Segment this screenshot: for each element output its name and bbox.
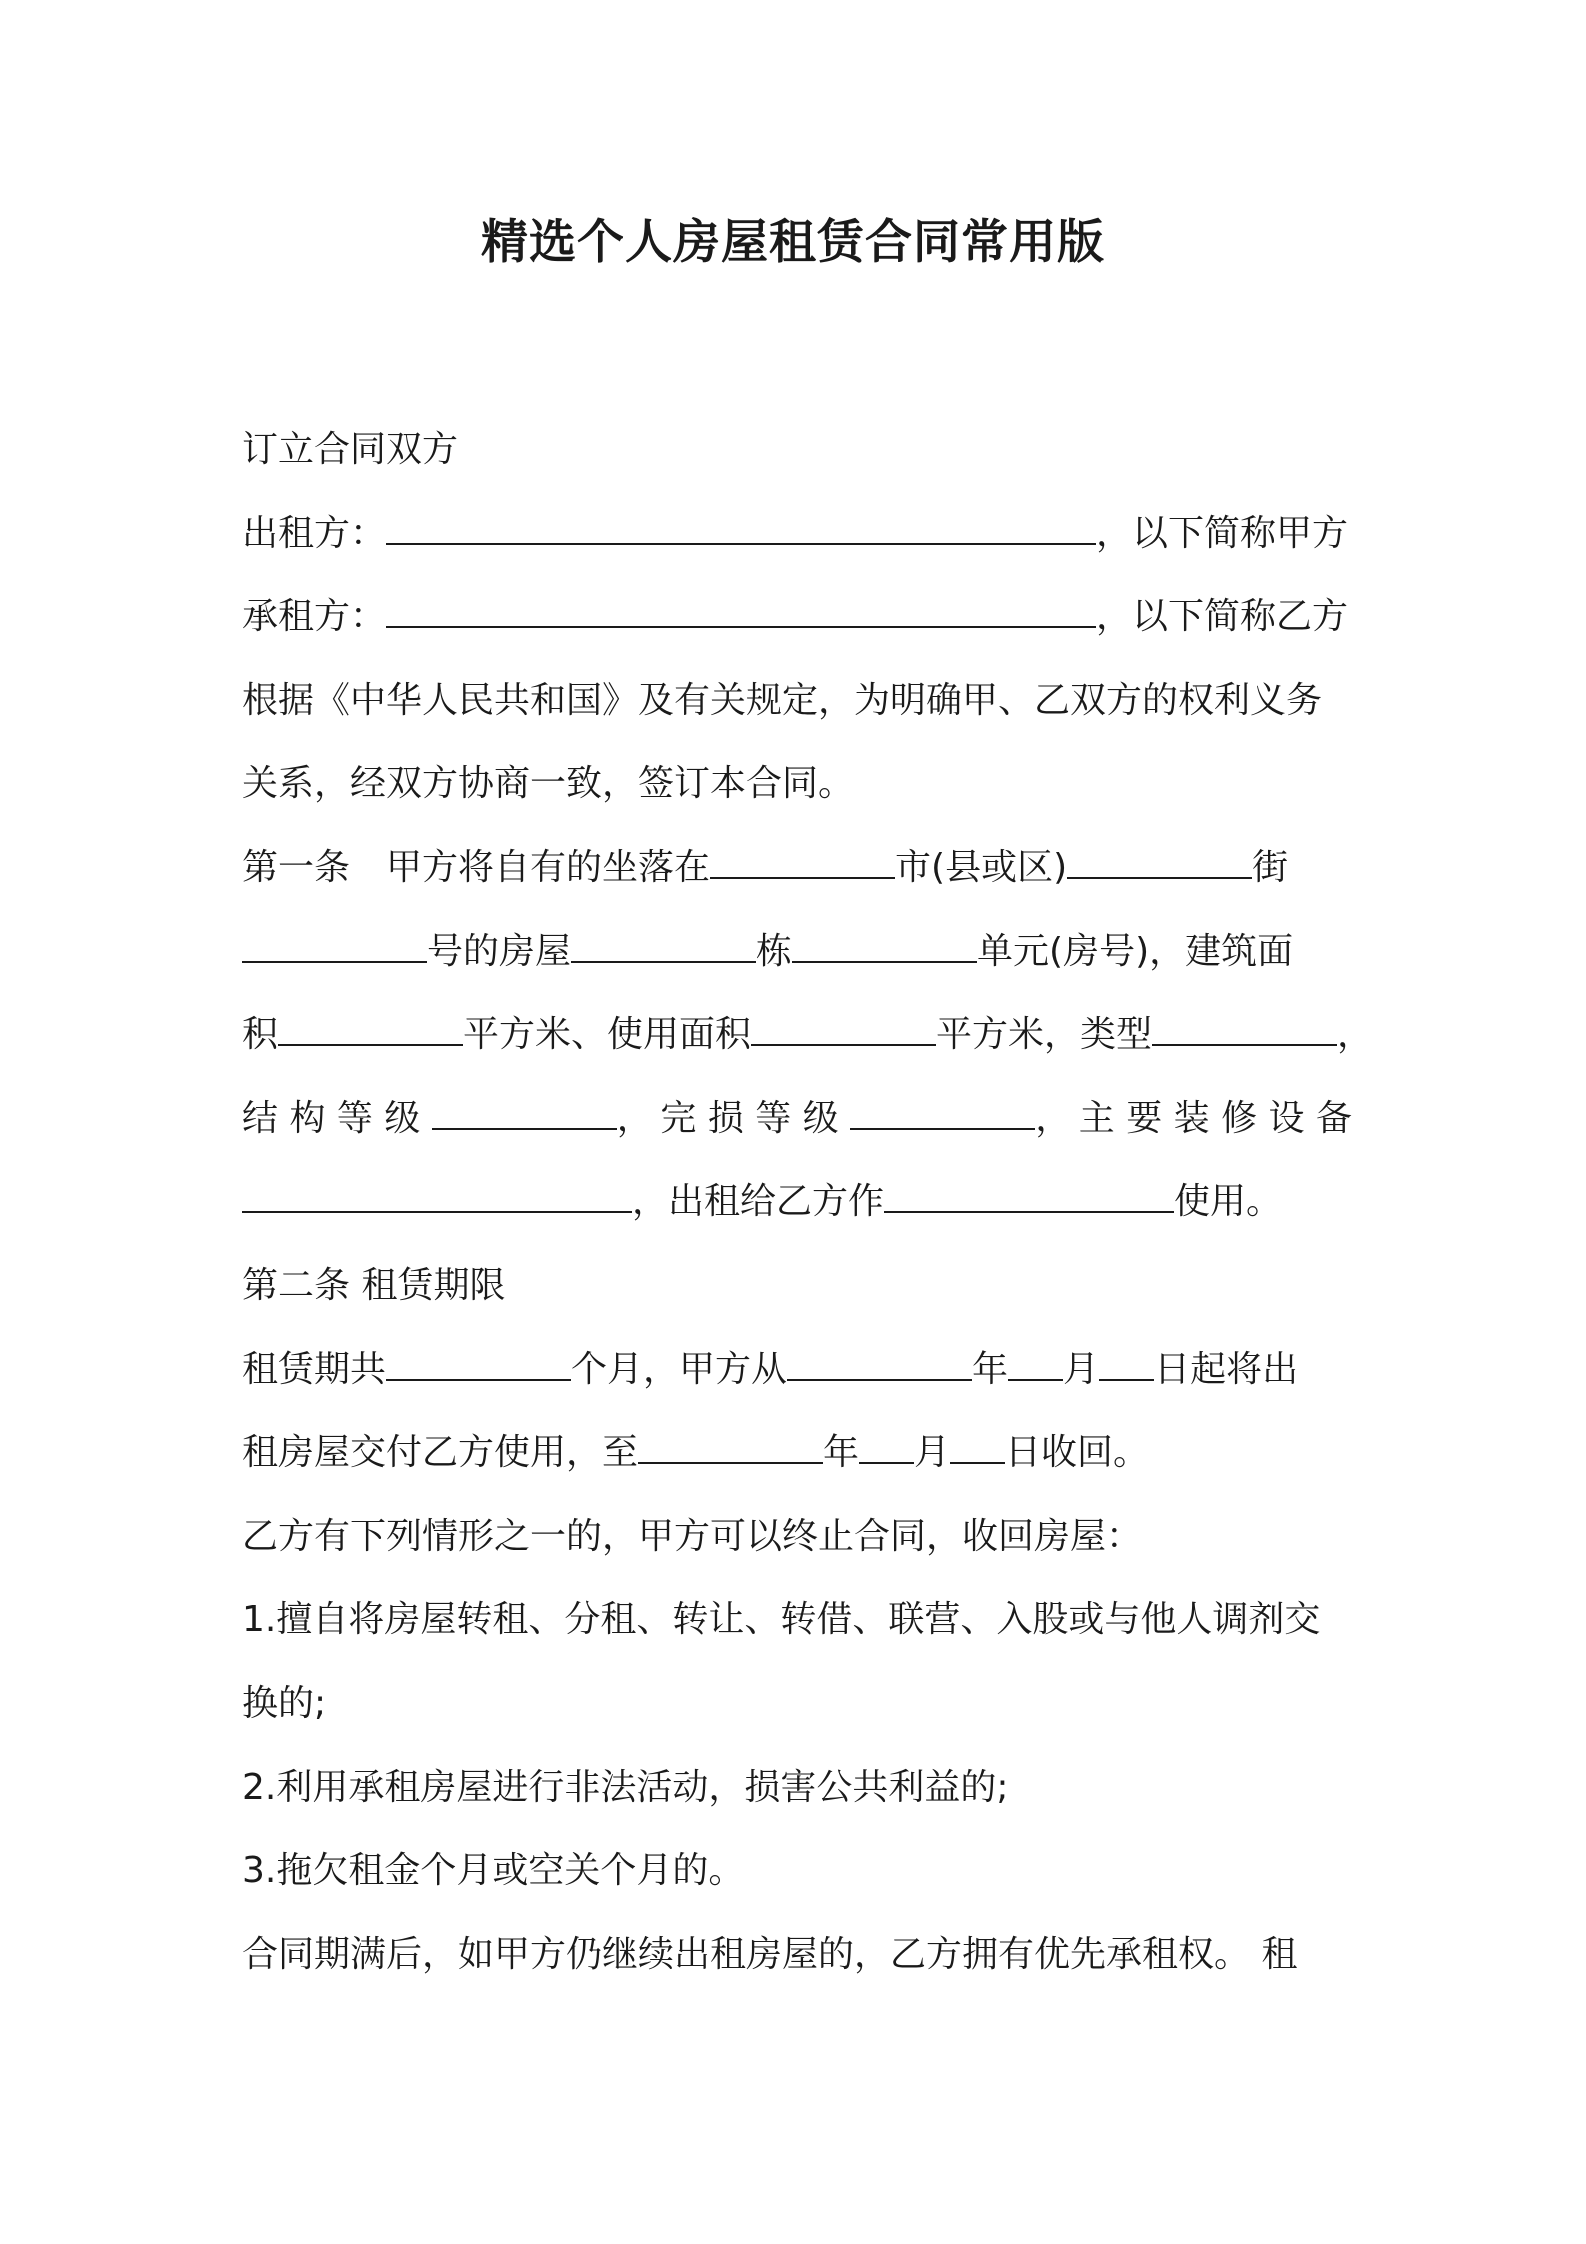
street-number-blank[interactable] [242, 926, 427, 962]
article1-text: 积 [242, 1014, 279, 1056]
article1-text: 结 构 等 级 ， [242, 1077, 653, 1161]
article1-line-1 [242, 826, 1352, 910]
article1-text: 街 [1252, 846, 1289, 888]
lessee-suffix: ，以下简称乙方 [1096, 596, 1349, 638]
start-day-blank[interactable] [1099, 1344, 1154, 1380]
article1-line-3 [242, 993, 1374, 1077]
article1-text: ，出租给乙方作 [632, 1181, 885, 1223]
building-blank[interactable] [571, 926, 756, 962]
lessor-name-blank[interactable] [386, 508, 1096, 544]
article2-heading: 第二条 租赁期限 [242, 1264, 506, 1306]
article2-text: 租房屋交付乙方使用，至 [242, 1432, 639, 1474]
termination-intro: 乙方有下列情形之一的，甲方可以终止合同，收回房屋： [242, 1515, 1143, 1557]
article2-line-2 [242, 1411, 1352, 1495]
article1-text: 市(县或区) [895, 846, 1068, 888]
floor-area-blank[interactable] [278, 1010, 463, 1046]
lessee-name-blank[interactable] [386, 592, 1096, 628]
start-month-blank[interactable] [1008, 1344, 1063, 1380]
district-blank[interactable] [1067, 843, 1252, 879]
type-blank[interactable] [1152, 1010, 1337, 1046]
unit-blank[interactable] [792, 926, 977, 962]
lessee-label: 承租方： [242, 596, 387, 638]
city-blank[interactable] [710, 843, 895, 879]
lessee-line [242, 575, 1352, 659]
end-month-blank[interactable] [859, 1428, 914, 1464]
article1-text: 甲方将自有的坐落在 [386, 846, 711, 888]
article1-text: 使用。 [1174, 1181, 1283, 1223]
article1-text: 号的房屋 [427, 930, 572, 972]
preamble-line-1: 根据《中华人民共和国》及有关规定，为明确甲、乙双方的权利义务 [242, 679, 1323, 721]
lessor-suffix: ，以下简称甲方 [1096, 512, 1349, 554]
renewal-clause: 合同期满后，如甲方仍继续出租房屋的，乙方拥有优先承租权。 租 [242, 1933, 1298, 1975]
preamble-line-2: 关系，经双方协商一致，签订本合同。 [242, 763, 855, 805]
termination-item-3: 3.拖欠租金个月或空关个月的。 [242, 1850, 745, 1892]
lessor-label: 出租方： [242, 512, 387, 554]
equipment-blank[interactable] [242, 1177, 632, 1213]
structure-grade-blank[interactable] [432, 1094, 617, 1130]
article1-text: ， [1337, 1014, 1374, 1056]
article2-text: 日收回。 [1005, 1432, 1150, 1474]
article1-line-5 [242, 1160, 1352, 1244]
termination-item-1a: 1.擅自将房屋转租、分租、转让、转借、联营、入股或与他人调剂交 [242, 1599, 1321, 1641]
article2-text: 租赁期共 [242, 1348, 387, 1390]
parties-heading: 订立合同双方 [242, 429, 459, 470]
lease-months-blank[interactable] [386, 1344, 571, 1380]
article1-line-2 [242, 910, 1352, 994]
article1-heading: 第一条 [242, 846, 351, 888]
article1-text: 单元(房号)，建筑面 [977, 930, 1294, 972]
usage-purpose-blank[interactable] [884, 1177, 1174, 1213]
article2-text: 个月，甲方从 [571, 1348, 788, 1390]
end-year-blank[interactable] [638, 1428, 823, 1464]
article1-text: 完 损 等 级 ， [660, 1077, 1071, 1161]
usable-area-blank[interactable] [751, 1010, 936, 1046]
condition-grade-blank[interactable] [850, 1094, 1035, 1130]
article2-text: 年 [972, 1348, 1009, 1390]
article1-text: 栋 [756, 930, 793, 972]
lessor-line [242, 492, 1352, 576]
article1-text: 主 要 装 修 设 备 [1078, 1097, 1352, 1139]
article1-text: 平方米，类型 [936, 1014, 1153, 1056]
article2-text: 年 [823, 1432, 860, 1474]
termination-item-2: 2.利用承租房屋进行非法活动，损害公共利益的; [242, 1766, 1009, 1808]
document-title: 精选个人房屋租赁合同常用版 [481, 215, 1105, 270]
contract-body [242, 408, 1374, 1996]
article2-line-1 [242, 1328, 1352, 1412]
article2-text: 日起将出 [1154, 1348, 1299, 1390]
article2-text: 月 [914, 1432, 951, 1474]
end-day-blank[interactable] [950, 1428, 1005, 1464]
article1-text: 平方米、使用面积 [463, 1014, 752, 1056]
article1-line-4 [242, 1077, 1352, 1161]
article2-text: 月 [1063, 1348, 1100, 1390]
termination-item-1b: 换的; [242, 1682, 327, 1724]
start-year-blank[interactable] [787, 1344, 972, 1380]
